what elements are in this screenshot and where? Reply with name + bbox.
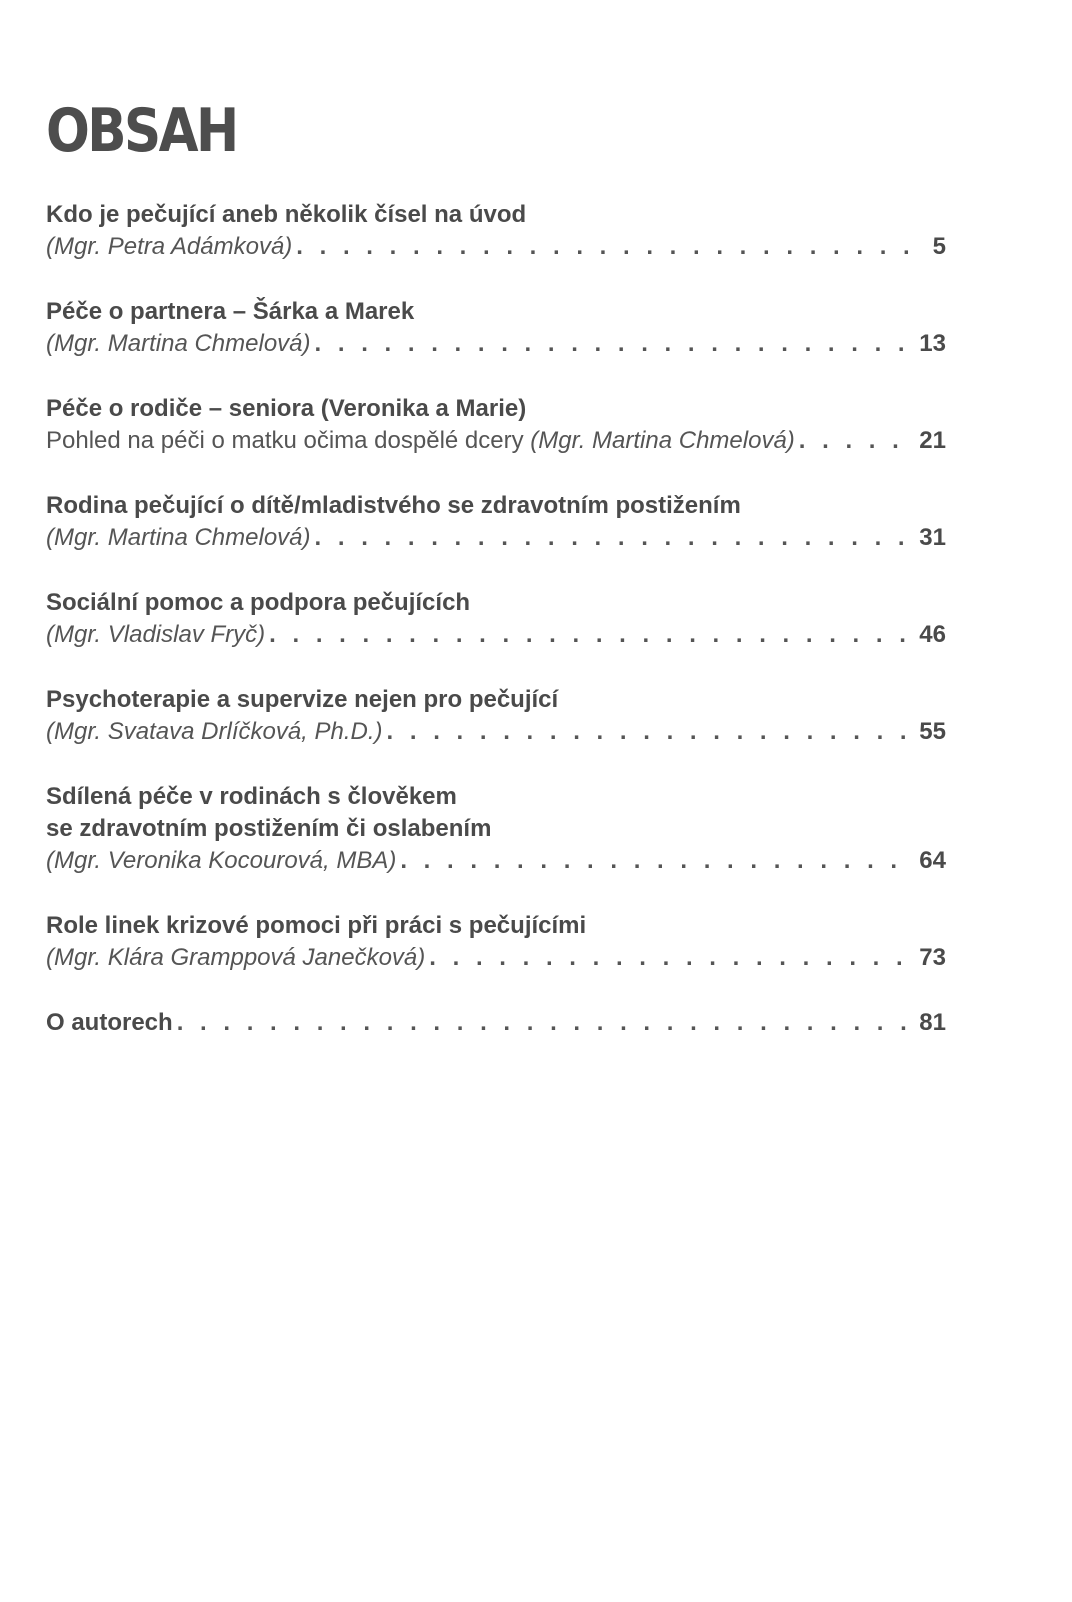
toc-entry <box>46 781 946 877</box>
toc-entry <box>46 393 946 457</box>
toc-entry-title: Role linek krizové pomoci při práci s pečujícími <box>46 912 587 939</box>
toc-entry-title: O autorech <box>46 1009 173 1036</box>
toc-entry-author-row <box>46 231 946 263</box>
toc-entry-title: Rodina pečující o dítě/mladistvého se zdravotním postižením <box>46 492 741 519</box>
toc-entry-author-row <box>46 845 946 877</box>
toc-entry-page: 55 <box>919 718 946 745</box>
toc-list <box>46 199 946 1039</box>
toc-entry-subtitle: Pohled na péči o matku očima dospělé dcery <box>46 427 524 454</box>
toc-entry-author: (Mgr. Vladislav Fryč) <box>46 621 266 648</box>
toc-entry-title: Psychoterapie a supervize nejen pro pečující <box>46 686 559 713</box>
toc-entry-author: (Mgr. Martina Chmelová) <box>46 330 311 357</box>
toc-entry-title: Sociální pomoc a podpora pečujících <box>46 589 471 616</box>
toc-entry-author: (Mgr. Martina Chmelová) <box>530 427 795 454</box>
toc-entry-author-row <box>46 942 946 974</box>
toc-entry <box>46 684 946 748</box>
dot-leader <box>799 425 916 457</box>
toc-entry-title-continued: se zdravotním postižením či oslabením <box>46 815 492 842</box>
dot-leader <box>315 522 916 554</box>
toc-entry-page: 13 <box>919 330 946 357</box>
toc-entry-author: (Mgr. Veronika Kocourová, MBA) <box>46 847 397 874</box>
toc-entry-author-row <box>46 716 946 748</box>
toc-entry-title: Kdo je pečující aneb několik čísel na úvod <box>46 201 527 228</box>
toc-entry-author-row <box>46 328 946 360</box>
toc-entry-author: (Mgr. Svatava Drlíčková, Ph.D.) <box>46 718 383 745</box>
toc-entry-page: 21 <box>919 427 946 454</box>
dot-leader <box>387 716 916 748</box>
toc-entry-title: Péče o partnera – Šárka a Marek <box>46 298 415 325</box>
toc-entry-title: Péče o rodiče – seniora (Veronika a Marie) <box>46 395 527 422</box>
toc-entry <box>46 296 946 360</box>
toc-entry-final <box>46 1007 946 1039</box>
page-title: OBSAH <box>46 96 237 166</box>
toc-entry-page: 73 <box>919 944 946 971</box>
toc-entry <box>46 199 946 263</box>
toc-entry <box>46 587 946 651</box>
toc-entry-author: (Mgr. Petra Adámková) <box>46 233 293 260</box>
toc-entry-page: 31 <box>919 524 946 551</box>
dot-leader <box>177 1007 916 1039</box>
table-of-contents-page <box>46 96 946 1072</box>
toc-entry <box>46 490 946 554</box>
toc-entry-author-row <box>46 619 946 651</box>
toc-entry-author-row <box>46 522 946 554</box>
dot-leader <box>269 619 915 651</box>
toc-entry <box>46 910 946 974</box>
toc-entry-title: Sdílená péče v rodinách s člověkem <box>46 783 457 810</box>
dot-leader <box>429 942 915 974</box>
toc-entry-page: 46 <box>919 621 946 648</box>
dot-leader <box>315 328 916 360</box>
toc-entry-author-row <box>46 425 946 457</box>
dot-leader <box>296 231 916 263</box>
toc-entry-page: 81 <box>919 1009 946 1036</box>
toc-entry-author: (Mgr. Klára Gramppová Janečková) <box>46 944 426 971</box>
toc-entry-page: 64 <box>919 847 946 874</box>
toc-entry-page: 5 <box>932 233 946 260</box>
dot-leader <box>400 845 915 877</box>
toc-entry-final-row <box>46 1007 946 1039</box>
toc-entry-author: (Mgr. Martina Chmelová) <box>46 524 311 551</box>
